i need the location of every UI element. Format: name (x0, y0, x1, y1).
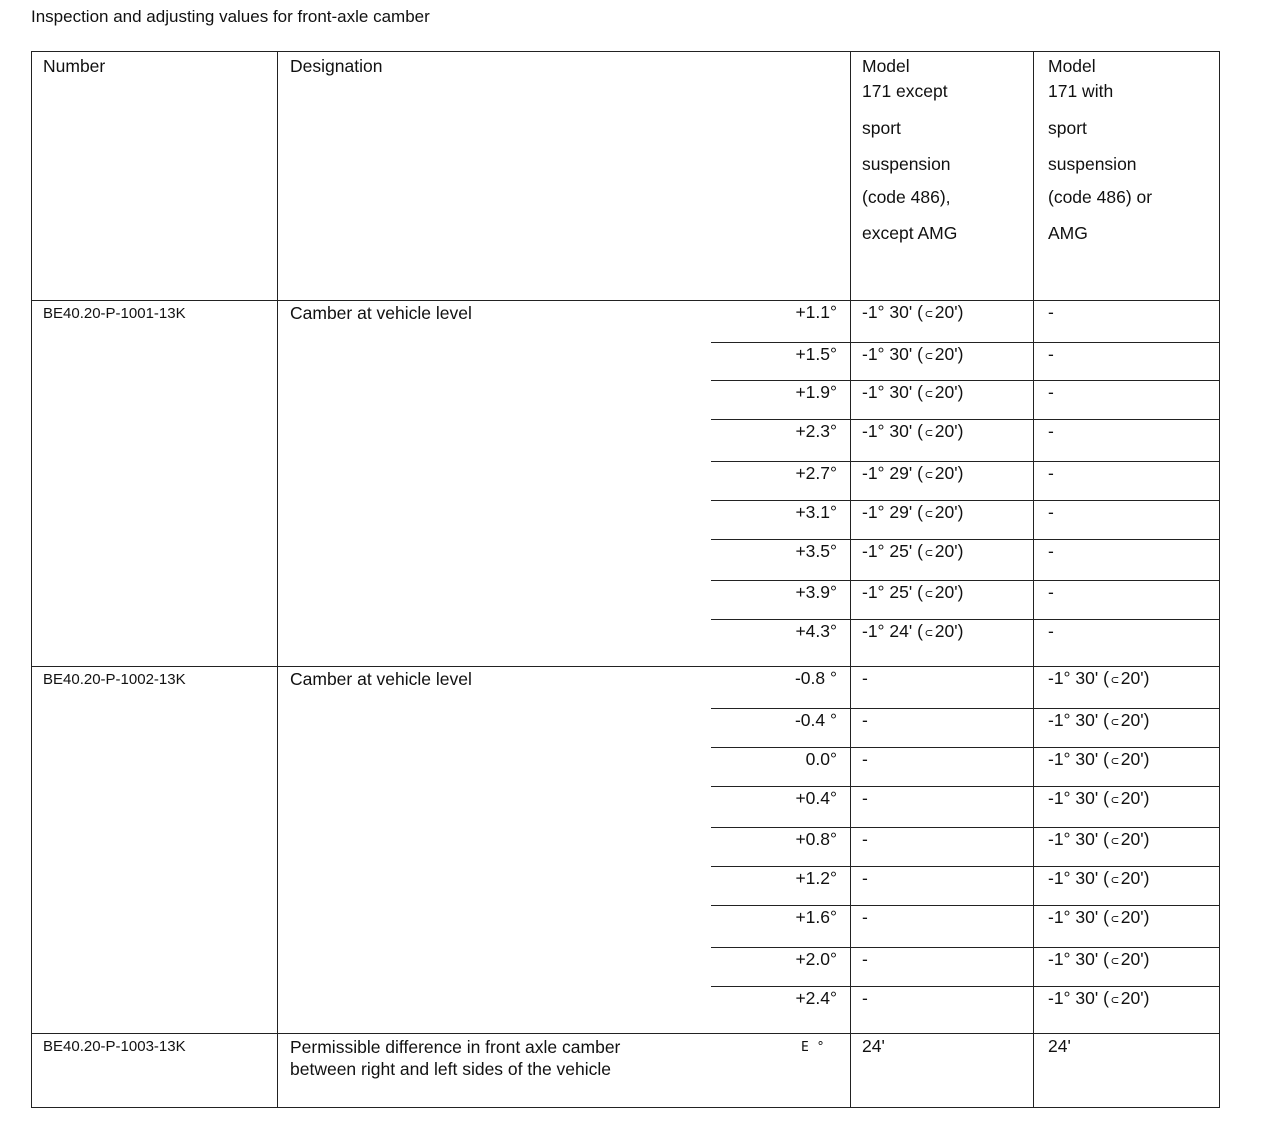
tolerance-symbol: ⊂ (924, 349, 933, 364)
row-divider (711, 866, 1220, 867)
tolerance-value: 20') (934, 621, 964, 641)
camber-value: -1° 24' (862, 621, 913, 641)
tolerance-value: 20') (934, 541, 964, 561)
value-model-171-except-sport: -1° 25' ( ⊂ 20') (862, 582, 964, 602)
camber-value: - (862, 907, 868, 927)
tolerance-symbol: ⊂ (1110, 754, 1119, 769)
tolerance-value: 20') (1120, 907, 1150, 927)
header-number: Number (43, 56, 106, 76)
value-model-171-with-sport: -1° 30' ( ⊂ 20') (1048, 988, 1150, 1008)
tolerance-value: 20') (1120, 988, 1150, 1008)
section-divider (32, 300, 1220, 301)
row-divider (711, 539, 1220, 540)
camber-value: - (862, 829, 868, 849)
value-model-171-with-sport (1048, 541, 1054, 562)
camber-angle: +2.4° (795, 988, 837, 1008)
tolerance-value: 20') (934, 582, 964, 602)
camber-angle: +2.3° (795, 421, 837, 441)
section-divider (32, 666, 1220, 667)
value-model-171-with-sport (1048, 302, 1054, 323)
camber-value: -1° 30' (862, 382, 913, 402)
tolerance-value: 20') (934, 382, 964, 402)
camber-value: - (862, 988, 868, 1008)
row-divider (711, 905, 1220, 906)
value-model-171-except-sport: -1° 29' ( ⊂ 20') (862, 463, 964, 483)
camber-angle: +3.9° (795, 582, 837, 602)
row-divider (711, 342, 1220, 343)
header-model-171-with-sport: 171 with (1048, 81, 1114, 101)
value-model-171-except-sport: -1° 30' ( ⊂ 20') (862, 382, 964, 402)
tolerance-symbol: ⊂ (924, 626, 933, 641)
tolerance-symbol: ⊂ (1110, 993, 1119, 1008)
camber-value: - (1048, 502, 1054, 522)
value-model-171-except-sport (862, 668, 868, 689)
tolerance-value: 20') (934, 463, 964, 483)
camber-value: -1° 30' (862, 344, 913, 364)
camber-angle: +2.0° (795, 949, 837, 969)
tolerance-value: 20') (1120, 668, 1150, 688)
tolerance-value: 20') (934, 302, 964, 322)
tolerance-value: 20') (1120, 788, 1150, 808)
value-model-171-except-sport: -1° 29' ( ⊂ 20') (862, 502, 964, 522)
tolerance-value: 20') (934, 344, 964, 364)
value-model-171-except-sport: -1° 30' ( ⊂ 20') (862, 421, 964, 441)
tolerance-symbol: ⊂ (924, 307, 933, 322)
tolerance-value: 20') (1120, 749, 1150, 769)
camber-angle: +1.9° (795, 382, 837, 402)
value-model-171-except-sport (862, 907, 868, 928)
value-model-171-with-sport (1048, 344, 1054, 365)
row-divider (711, 419, 1220, 420)
value-model-171-with-sport (1048, 463, 1054, 484)
row-divider (711, 461, 1220, 462)
header-model-171-with-sport: (code 486) or (1048, 187, 1153, 207)
camber-angle: +2.7° (795, 463, 837, 483)
value-model-171-with-sport: -1° 30' ( ⊂ 20') (1048, 907, 1150, 927)
camber-value: -1° 30' (1048, 749, 1099, 769)
tolerance-symbol: ⊂ (1110, 912, 1119, 927)
camber-value: - (862, 710, 868, 730)
value-model-171-except-sport: -1° 30' ( ⊂ 20') (862, 344, 964, 364)
value-model-171-with-sport: -1° 30' ( ⊂ 20') (1048, 710, 1150, 730)
camber-angle: +3.1° (795, 502, 837, 522)
camber-value: -1° 30' (862, 421, 913, 441)
camber-angle: +1.5° (795, 344, 837, 364)
header-model-171-except-sport: 171 except (862, 81, 948, 101)
section-divider (32, 1033, 1220, 1034)
value-model-171-except-sport: -1° 25' ( ⊂ 20') (862, 541, 964, 561)
header-model-171-with-sport: Model (1048, 56, 1096, 76)
camber-value: - (1048, 541, 1054, 561)
row-divider (711, 500, 1220, 501)
camber-value: -1° 30' (1048, 829, 1099, 849)
camber-value: -1° 25' (862, 582, 913, 602)
value-model-171-except-sport: -1° 30' ( ⊂ 20') (862, 302, 964, 322)
header-model-171-except-sport: suspension (862, 154, 951, 174)
document-title: Inspection and adjusting values for front-axle camber (31, 7, 430, 26)
camber-value: -1° 30' (1048, 907, 1099, 927)
value-model-171-with-sport (1048, 421, 1054, 442)
camber-value: -1° 29' (862, 502, 913, 522)
tolerance-value: 20') (1120, 868, 1150, 888)
row-divider (711, 619, 1220, 620)
camber-value: - (862, 949, 868, 969)
camber-value: - (1048, 302, 1054, 322)
camber-value: -1° 30' (1048, 988, 1099, 1008)
tolerance-value: 20') (1120, 949, 1150, 969)
designation-text: Camber at vehicle level (290, 303, 472, 323)
value-model-171-with-sport (1048, 582, 1054, 603)
camber-value: - (1048, 463, 1054, 483)
row-divider (711, 986, 1220, 987)
camber-angle: +1.2° (795, 868, 837, 888)
row-divider (711, 580, 1220, 581)
column-divider (277, 52, 278, 1107)
camber-value: - (862, 788, 868, 808)
value-model-171-with-sport: -1° 30' ( ⊂ 20') (1048, 829, 1150, 849)
camber-value: -1° 29' (862, 463, 913, 483)
value-model-171-except-sport: -1° 24' ( ⊂ 20') (862, 621, 964, 641)
value-model-171-except-sport (862, 710, 868, 731)
value-model-171-with-sport: 24' (1048, 1036, 1071, 1056)
header-model-171-except-sport: (code 486), (862, 187, 951, 207)
camber-angle: +4.3° (795, 621, 837, 641)
camber-value: - (862, 868, 868, 888)
camber-value: -1° 30' (1048, 668, 1099, 688)
header-model-171-except-sport: except AMG (862, 223, 958, 243)
camber-value: - (862, 668, 868, 688)
camber-value: - (1048, 582, 1054, 602)
camber-value: -1° 25' (862, 541, 913, 561)
tolerance-symbol: ⊂ (1110, 793, 1119, 808)
row-divider (711, 708, 1220, 709)
value-model-171-except-sport (862, 829, 868, 850)
camber-angle: +3.5° (795, 541, 837, 561)
tolerance-symbol: ⊂ (1110, 715, 1119, 730)
camber-angle: +1.1° (795, 302, 837, 322)
value-model-171-with-sport: -1° 30' ( ⊂ 20') (1048, 949, 1150, 969)
camber-angle: +0.8° (795, 829, 837, 849)
tolerance-symbol: ⊂ (1110, 834, 1119, 849)
part-number: BE40.20-P-1001-13K (43, 305, 186, 322)
tolerance-symbol: ⊂ (924, 546, 933, 561)
tolerance-symbol: ⊂ (924, 468, 933, 483)
value-model-171-with-sport (1048, 502, 1054, 523)
camber-difference-symbol: E ° (801, 1040, 825, 1055)
camber-angle: -0.4 ° (794, 710, 837, 730)
camber-value: -1° 30' (1048, 710, 1099, 730)
value-model-171-with-sport: -1° 30' ( ⊂ 20') (1048, 668, 1150, 688)
tolerance-symbol: ⊂ (924, 587, 933, 602)
row-divider (711, 380, 1220, 381)
camber-value: - (1048, 382, 1054, 402)
part-number: BE40.20-P-1003-13K (43, 1038, 186, 1055)
header-model-171-with-sport: AMG (1048, 223, 1088, 243)
camber-value: -1° 30' (1048, 868, 1099, 888)
camber-value: - (1048, 421, 1054, 441)
camber-table (31, 51, 1220, 1108)
header-designation: Designation (290, 56, 383, 76)
camber-value: -1° 30' (1048, 949, 1099, 969)
camber-value: - (862, 749, 868, 769)
camber-value: - (1048, 344, 1054, 364)
designation-text: between right and left sides of the vehicle (290, 1059, 612, 1079)
value-model-171-except-sport (862, 868, 868, 889)
tolerance-symbol: ⊂ (1110, 673, 1119, 688)
camber-value: -1° 30' (1048, 788, 1099, 808)
part-number: BE40.20-P-1002-13K (43, 671, 186, 688)
row-divider (711, 947, 1220, 948)
row-divider (711, 827, 1220, 828)
value-model-171-with-sport (1048, 621, 1054, 642)
tolerance-value: 20') (1120, 710, 1150, 730)
camber-value: -1° 30' (862, 302, 913, 322)
camber-angle: +0.4° (795, 788, 837, 808)
tolerance-symbol: ⊂ (924, 387, 933, 402)
value-model-171-except-sport (862, 788, 868, 809)
designation-text: Permissible difference in front axle camber (290, 1037, 621, 1057)
value-model-171-with-sport (1048, 382, 1054, 403)
designation-text: Camber at vehicle level (290, 669, 472, 689)
header-model-171-with-sport: sport (1048, 118, 1087, 138)
value-model-171-with-sport: -1° 30' ( ⊂ 20') (1048, 788, 1150, 808)
value-model-171-with-sport: -1° 30' ( ⊂ 20') (1048, 868, 1150, 888)
camber-angle: +1.6° (795, 907, 837, 927)
tolerance-value: 20') (934, 502, 964, 522)
value-model-171-except-sport: 24' (862, 1036, 885, 1056)
camber-angle: 0.0° (805, 749, 837, 769)
tolerance-symbol: ⊂ (1110, 954, 1119, 969)
header-model-171-with-sport: suspension (1048, 154, 1137, 174)
tolerance-value: 20') (934, 421, 964, 441)
tolerance-symbol: ⊂ (924, 426, 933, 441)
value-model-171-except-sport (862, 988, 868, 1009)
tolerance-symbol: ⊂ (924, 507, 933, 522)
camber-angle: -0.8 ° (794, 668, 837, 688)
row-divider (711, 786, 1220, 787)
tolerance-symbol: ⊂ (1110, 873, 1119, 888)
camber-value: - (1048, 621, 1054, 641)
value-model-171-with-sport: -1° 30' ( ⊂ 20') (1048, 749, 1150, 769)
header-model-171-except-sport: Model (862, 56, 910, 76)
header-model-171-except-sport: sport (862, 118, 901, 138)
row-divider (711, 747, 1220, 748)
tolerance-value: 20') (1120, 829, 1150, 849)
value-model-171-except-sport (862, 949, 868, 970)
value-model-171-except-sport (862, 749, 868, 770)
